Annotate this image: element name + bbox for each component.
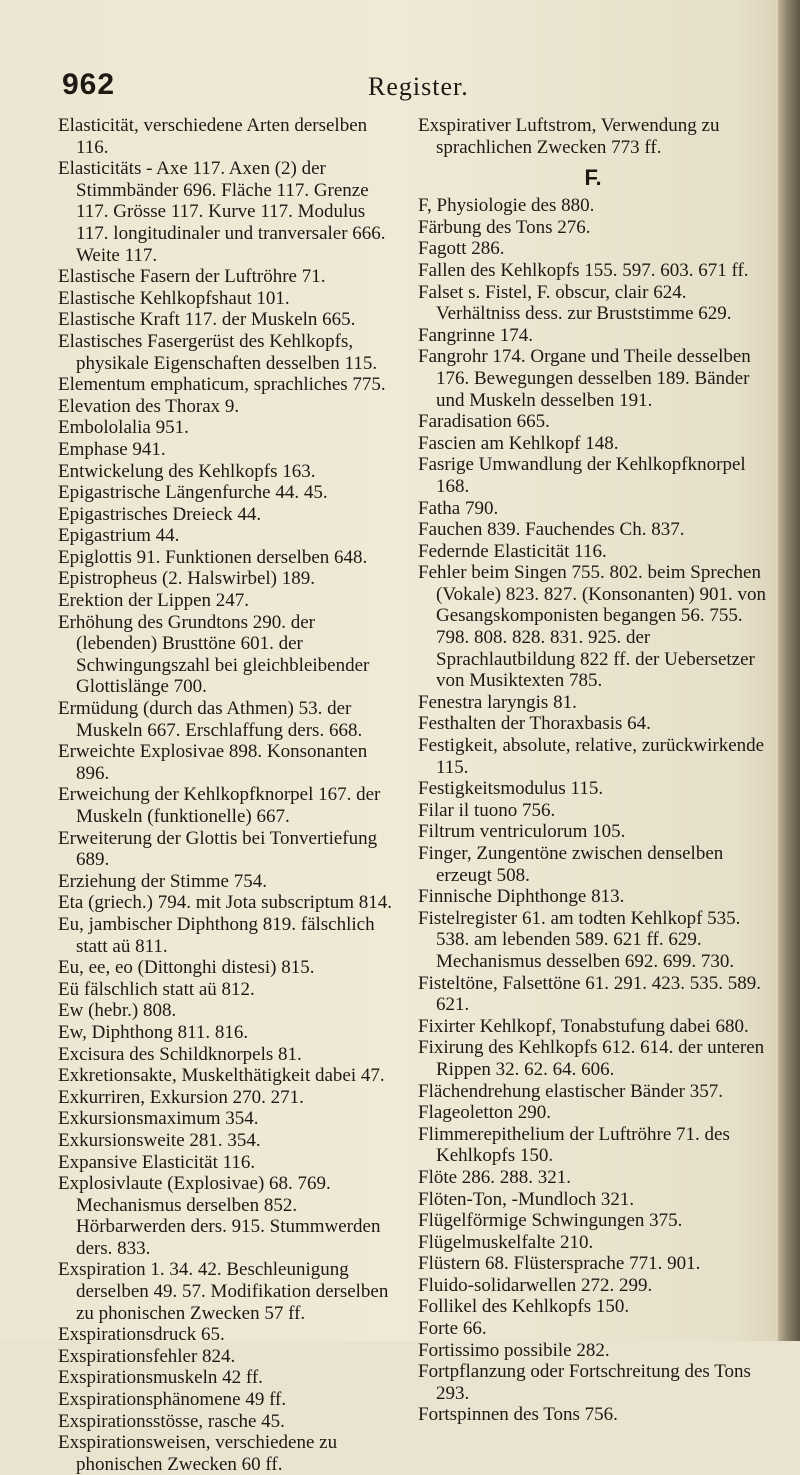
index-entry: Erweichte Explosivae 898. Konsonanten 896. [58, 741, 368, 784]
index-entry: Embololalia 951. [58, 417, 189, 439]
index-entry: Exkretionsakte, Muskelthätigkeit dabei 47. [58, 1065, 385, 1087]
index-entry: Erektion der Lippen 247. [58, 590, 250, 612]
index-entry: Fangrinne 174. [418, 324, 534, 346]
index-entry: Flügelmuskelfalte 210. [418, 1231, 594, 1253]
index-entry: Fenestra laryngis 81. [418, 691, 577, 713]
index-entry: Explosivlaute (Explosivae) 68. 769. Mechanismus derselben 852. Hörbarwerden ders. 915. Stummwerden ders. 833. [58, 1173, 381, 1259]
index-entry: Elasticität, verschiedene Arten derselben 116. [58, 115, 368, 158]
index-entry: Eü fälschlich statt aü 812. [58, 978, 255, 1000]
index-entry: Erweichung der Kehlkopfknorpel 167. der Muskeln (funktionelle) 667. [58, 784, 381, 827]
index-entry: Eta (griech.) 794. mit Jota subscriptum 814. [58, 892, 393, 914]
index-entry: Falset s. Fistel, F. obscur, clair 624. Verhältniss dess. zur Bruststimme 629. [418, 281, 732, 325]
index-entry: Ew (hebr.) 808. [58, 1000, 177, 1022]
index-entry: Exspirationsmuskeln 42 ff. [58, 1367, 263, 1389]
index-entry: Flügelförmige Schwingungen 375. [418, 1210, 683, 1232]
section-letter: F. [584, 165, 602, 191]
index-entry: Exspirativer Luftstrom, Verwendung zu sprachlichen Zwecken 773 ff. [418, 115, 720, 158]
index-entry: Expansive Elasticität 116. [58, 1151, 256, 1173]
index-entry: Fluido-solidarwellen 272. 299. [418, 1274, 653, 1296]
index-entry: Exkursionsmaximum 354. [58, 1108, 259, 1130]
index-entry: Epigastrisches Dreieck 44. [58, 503, 262, 525]
index-entry: Fortpflanzung oder Fortschreitung des Tons 293. [418, 1361, 751, 1404]
index-entry: Festigkeitsmodulus 115. [418, 778, 604, 800]
index-entry: Exspirationsdruck 65. [58, 1324, 225, 1346]
index-entry: Flüstern 68. Flüstersprache 771. 901. [418, 1253, 701, 1275]
index-entry: Excisura des Schildknorpels 81. [58, 1043, 302, 1065]
index-entry: Erziehung der Stimme 754. [58, 870, 267, 892]
left-column [58, 115, 398, 1475]
index-entry: Filtrum ventriculorum 105. [418, 821, 626, 843]
page-edge [778, 0, 800, 1341]
index-entry: Eu, ee, eo (Dittonghi distesi) 815. [58, 957, 315, 979]
index-entry: Festhalten der Thoraxbasis 64. [418, 713, 651, 735]
index-entry: Exkursionsweite 281. 354. [58, 1129, 261, 1151]
index-entry: Epistropheus (2. Halswirbel) 189. [58, 568, 315, 590]
index-entry: Elevation des Thorax 9. [58, 395, 240, 417]
index-entry: Flageoletton 290. [418, 1102, 551, 1124]
index-entry: Finnische Diphthonge 813. [418, 886, 625, 908]
index-entry: Fagott 286. [418, 238, 505, 260]
index-entry: Erhöhung des Grundtons 290. der (lebenden) Brusttöne 601. der Schwingungszahl bei gleichbleibender Glottislänge 700. [58, 611, 370, 698]
index-entry: Epigastrische Längenfurche 44. 45. [58, 482, 328, 504]
running-title: Register. [368, 72, 469, 101]
index-entry: Exspirationsweisen, verschiedene zu phonischen Zwecken 60 ff. [58, 1432, 338, 1475]
index-entry: Elastische Kehlkopfshaut 101. [58, 287, 290, 309]
page-number: 962 [62, 68, 116, 101]
page-header [0, 68, 800, 108]
index-entry: F, Physiologie des 880. [418, 195, 595, 217]
index-entry: Fortissimo possibile 282. [418, 1339, 610, 1361]
index-entry: Färbung des Tons 276. [418, 216, 591, 238]
index-entry: Festigkeit, absolute, relative, zurückwirkende 115. [418, 735, 765, 778]
index-entry: Fallen des Kehlkopfs 155. 597. 603. 671 ff. [418, 259, 749, 281]
index-entry: Fisteltöne, Falsettöne 61. 291. 423. 535. 589. 621. [418, 972, 762, 1016]
index-entry: Faradisation 665. [418, 411, 550, 433]
index-entry: Finger, Zungentöne zwischen denselben erzeugt 508. [418, 843, 724, 886]
index-entry: Elastische Fasern der Luftröhre 71. [58, 266, 326, 288]
index-entry: Epigastrium 44. [58, 525, 180, 547]
index-entry: Fehler beim Singen 755. 802. beim Sprechen (Vokale) 823. 827. (Konsonanten) 901. von Gesangskomponisten begangen 56. 755. 798. 808. 828. 831. 925. der Sprachlautbildung 822 ff. der Uebersetzer von Musiktexten 785. [418, 562, 766, 692]
index-entry: Fangrohr 174. Organe und Theile desselben 176. Bewegungen desselben 189. Bänder und Muskeln desselben 191. [418, 346, 751, 411]
index-entry: Eu, jambischer Diphthong 819. fälschlich statt aü 811. [58, 913, 375, 957]
index-entry: Filar il tuono 756. [418, 799, 556, 821]
index-entry: Exspiration 1. 34. 42. Beschleunigung derselben 49. 57. Modifikation derselben zu phonischen Zwecken 57 ff. [58, 1259, 389, 1324]
index-entry: Emphase 941. [58, 438, 166, 460]
index-entry: Exkurriren, Exkursion 270. 271. [58, 1086, 304, 1108]
index-entry: Fascien am Kehlkopf 148. [418, 432, 619, 454]
index-entry: Ew, Diphthong 811. 816. [58, 1021, 249, 1043]
index-entry: Elastische Kraft 117. der Muskeln 665. [58, 309, 356, 331]
index-entry: Flöten-Ton, -Mundloch 321. [418, 1188, 635, 1210]
index-entry: Federnde Elasticität 116. [418, 540, 607, 562]
index-entry: Flächendrehung elastischer Bänder 357. [418, 1080, 723, 1102]
index-entry: Fauchen 839. Fauchendes Ch. 837. [418, 519, 685, 541]
index-entry: Entwickelung des Kehlkopfs 163. [58, 460, 316, 482]
index-entry: Fasrige Umwandlung der Kehlkopfknorpel 168. [418, 454, 746, 497]
index-entry: Elementum emphaticum, sprachliches 775. [58, 374, 386, 396]
index-entry: Exspirationsphänomene 49 ff. [58, 1389, 287, 1411]
index-entry: Epiglottis 91. Funktionen derselben 648. [58, 546, 368, 568]
index-entry: Fortspinnen des Tons 756. [418, 1404, 618, 1426]
index-entry: Flimmerepithelium der Luftröhre 71. des Kehlkopfs 150. [418, 1123, 730, 1167]
index-entry: Fixirung des Kehlkopfs 612. 614. der unteren Rippen 32. 62. 64. 606. [418, 1037, 765, 1080]
index-entry: Elasticitäts - Axe 117. Axen (2) der Stimmbänder 696. Fläche 117. Grenze 117. Grösse 117. Kurve 117. Modulus 117. longitudinaler und tranversaler 666. Weite 117. [58, 158, 386, 266]
index-entry: Forte 66. [418, 1318, 487, 1340]
index-entry: Exspirationsfehler 824. [58, 1345, 236, 1367]
index-entry: Flöte 286. 288. 321. [418, 1166, 572, 1188]
index-entry: Erweiterung der Glottis bei Tonvertiefung 689. [58, 827, 378, 871]
index-entry: Elastisches Fasergerüst des Kehlkopfs, physikale Eigenschaften desselben 115. [58, 330, 378, 374]
index-entry: Ermüdung (durch das Athmen) 53. der Muskeln 667. Erschlaffung ders. 668. [58, 698, 363, 741]
index-entry: Fatha 790. [418, 497, 499, 519]
right-column [418, 115, 768, 1426]
index-entry: Fixirter Kehlkopf, Tonabstufung dabei 680. [418, 1015, 749, 1037]
index-entry: Fistelregister 61. am todten Kehlkopf 535. 538. am lebenden 589. 621 ff. 629. Mechanismus desselben 692. 699. 730. [418, 907, 741, 972]
index-entry: Follikel des Kehlkopfs 150. [418, 1296, 630, 1318]
index-entry: Exspirationsstösse, rasche 45. [58, 1410, 285, 1432]
